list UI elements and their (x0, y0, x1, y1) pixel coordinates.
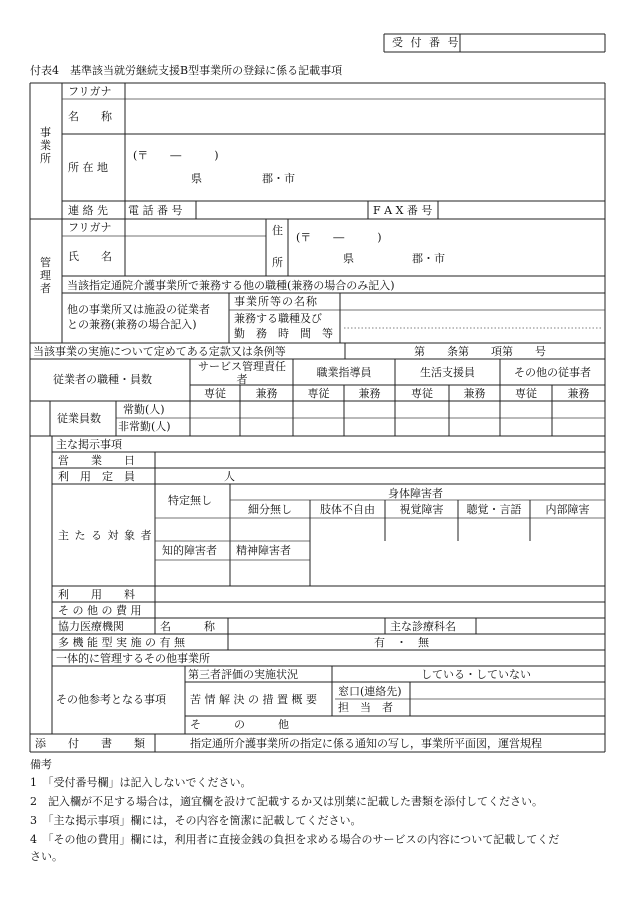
office-postal: (〒 ― ) (133, 149, 219, 162)
manager-duty-label-2: 勤 務 時 間 等 (234, 327, 333, 340)
staff-fulltime-label: 常勤(人) (123, 403, 165, 416)
manager-section-label: 管理者 (40, 256, 51, 296)
third-party-value[interactable]: している・していない (421, 668, 531, 681)
office-name-field[interactable] (127, 101, 603, 132)
third-party-label: 第三者評価の実施状況 (188, 668, 298, 681)
staff-type-concurrent-2: 兼務 (358, 387, 381, 400)
business-days-field[interactable] (157, 454, 603, 467)
target-none: 特定無し (168, 494, 212, 507)
target-label: 主 た る 対 象 者 (58, 529, 153, 542)
manager-address-label-2: 所 (272, 256, 283, 269)
manager-furigana-label: フリガナ (68, 221, 112, 234)
capacity-unit: 人 (224, 470, 235, 483)
manager-concurrent-label: 当該指定通院介護事業所で兼務する他の職種(兼務の場合のみ記入) (67, 279, 395, 292)
note-4-cont: さい。 (30, 850, 63, 863)
medical-dept-label: 主な診療科名 (390, 620, 456, 633)
office-address-label: 所 在 地 (68, 161, 108, 174)
manager-postal: (〒 ― ) (296, 231, 382, 244)
target-physical: 身体障害者 (388, 487, 443, 500)
office-fax-field[interactable] (440, 203, 603, 217)
receipt-label: 受 付 番 号 (392, 36, 461, 49)
staff-count-label: 従業員数 (57, 412, 101, 425)
integrated-label: 一体的に管理するその他事業所 (56, 652, 210, 665)
staff-role-life-support: 生活支援員 (420, 366, 475, 379)
manager-office-name-label: 事業所等の名称 (234, 295, 318, 308)
attachments-label: 添 付 書 類 (35, 737, 145, 750)
office-contact-label: 連 絡 先 (68, 204, 108, 217)
business-days-label: 営 業 日 (58, 454, 135, 467)
staff-type-concurrent-3: 兼務 (463, 387, 486, 400)
fee-label: 利 用 料 (58, 588, 135, 601)
office-furigana-label: フリガナ (68, 85, 112, 98)
manager-office-name-field[interactable] (342, 295, 603, 308)
staff-type-fulltime-2: 専従 (307, 387, 330, 400)
office-prefecture: 県 (191, 172, 202, 185)
note-3: 3 「主な掲示事項」欄には，その内容を箇潔に記載してください。 (30, 814, 362, 827)
physical-type-visual: 視覚障害 (399, 503, 444, 516)
display-header: 主な掲示事項 (56, 438, 122, 451)
staff-parttime-label: 非常勤(人) (118, 420, 171, 433)
manager-prefecture: 県 (343, 252, 354, 265)
staff-type-concurrent-1: 兼務 (255, 387, 278, 400)
office-phone-label: 電 話 番 号 (128, 204, 183, 217)
other-fee-field[interactable] (157, 604, 603, 617)
multi-label: 多 機 能 型 実 施 の 有 無 (58, 636, 185, 649)
manager-name-field[interactable] (127, 238, 264, 274)
reference-label: その他参考となる事項 (56, 693, 166, 706)
office-section-label: 事業所 (40, 126, 51, 166)
medical-label: 協力医療機関 (58, 620, 124, 633)
fee-field[interactable] (157, 588, 603, 601)
office-fax-label: F A X 番 号 (373, 204, 433, 217)
physical-type-general: 細分無し (248, 503, 292, 516)
manager-other-concurrent-1: 他の事業所又は施設の従業者 (67, 303, 210, 316)
target-intellectual: 知的障害者 (162, 544, 217, 557)
note-2: 2 記入欄が不足する場合は，適宜欄を設けて記載するか又は別葉に記載した書類を添付してください。 (30, 795, 543, 808)
manager-name-label: 氏 名 (68, 250, 112, 263)
office-city: 郡・市 (262, 172, 295, 185)
notes-header: 備考 (30, 758, 52, 771)
other-fee-label: そ の 他 の 費 用 (58, 604, 142, 617)
staff-type-fulltime-3: 専従 (411, 387, 433, 400)
multi-value[interactable]: 有 ・ 無 (374, 636, 429, 649)
note-4: 4 「その他の費用」欄には，利用者に直接金銭の負担を求める場合のサービスの内容について記載してくだ (30, 833, 560, 846)
manager-city: 郡・市 (412, 252, 445, 265)
physical-type-hearing: 聴覚・言語 (466, 503, 522, 516)
complaint-label: 苦 情 解 決 の 措 置 概 要 (190, 693, 317, 706)
staff-type-concurrent-4: 兼務 (567, 387, 590, 400)
office-phone-field[interactable] (198, 203, 366, 217)
rules-label: 当該事業の実施について定めてある定款又は条例等 (33, 345, 286, 358)
manager-furigana-field[interactable] (127, 221, 264, 234)
note-1: 1 「受付番号欄」は記入しないでください。 (30, 776, 252, 789)
receipt-number-field[interactable] (462, 36, 602, 50)
staff-type-fulltime-4: 専従 (515, 387, 537, 400)
physical-type-internal: 内部障害 (545, 503, 590, 516)
staff-type-fulltime-1: 専従 (204, 387, 226, 400)
reference-other-label: そ の 他 (190, 718, 289, 731)
attachments-value: 指定通所介護事業所の指定に係る通知の写し，事業所平面図，運営規程 (190, 737, 542, 750)
staff-role-vocational: 職業指導員 (316, 366, 372, 379)
staff-label: 従業者の職種・員数 (53, 373, 152, 386)
manager-other-concurrent-2: との兼務(兼務の場合記入) (67, 318, 197, 331)
capacity-label: 利 用 定 員 (58, 470, 135, 483)
complaint-window-label: 窓口(連絡先) (338, 685, 402, 698)
manager-duty-label-1: 兼務する職種及び (234, 312, 322, 325)
complaint-person-label: 担 当 者 (338, 701, 393, 714)
physical-type-limb: 肢体不自由 (320, 503, 375, 516)
office-name-label: 名 称 (68, 110, 112, 123)
rules-value: 第 条第 項第 号 (414, 345, 546, 358)
medical-name-label: 名 称 (160, 620, 215, 633)
manager-address-label-1: 住 (272, 224, 283, 237)
office-furigana-field[interactable] (127, 85, 603, 98)
target-mental: 精神障害者 (236, 544, 291, 557)
staff-role-other: その他の従事者 (514, 366, 591, 379)
staff-role-service-manager: サービス管理責任者 (198, 360, 286, 386)
form-title: 付表4 基準該当就労継続支援B型事業所の登録に係る記載事項 (30, 64, 343, 77)
